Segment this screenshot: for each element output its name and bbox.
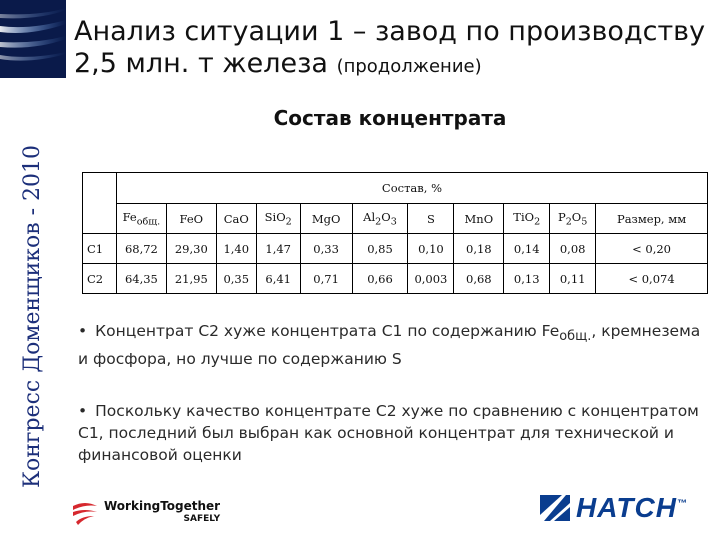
table-row <box>83 264 708 294</box>
table-corner-cell <box>83 173 117 234</box>
hatch-logo <box>540 492 688 524</box>
table-cell: 0,11 <box>550 264 596 294</box>
bullet-item <box>78 400 708 466</box>
table-cell: 0,35 <box>216 264 256 294</box>
table-cell: 21,95 <box>166 264 216 294</box>
table-cell: 29,30 <box>166 234 216 264</box>
table-cell: 0,003 <box>408 264 454 294</box>
wt-logo-line2: SAFELY <box>183 514 221 524</box>
table-cell: 68,72 <box>116 234 166 264</box>
col-header-s: S <box>408 204 454 234</box>
col-header-size: Размер, мм <box>596 204 708 234</box>
table-header-row <box>83 204 708 234</box>
table-cell: 1,40 <box>216 234 256 264</box>
light-streaks-icon <box>0 0 66 78</box>
table-cell: 1,47 <box>256 234 300 264</box>
table-cell: < 0,20 <box>596 234 708 264</box>
working-together-logo <box>70 496 220 530</box>
composition-table <box>82 172 708 294</box>
wt-logo-line1: WorkingTogether <box>104 499 221 513</box>
bullet-text-part: , кремнезема и фосфора, но лучше по содержанию S <box>78 322 701 369</box>
table-cell: 0,85 <box>352 234 408 264</box>
table-cell: 0,18 <box>454 234 504 264</box>
table-cell: 0,71 <box>300 264 352 294</box>
table-row <box>83 234 708 264</box>
table-cell: 0,13 <box>504 264 550 294</box>
table-cell: 0,08 <box>550 234 596 264</box>
table-cell: 64,35 <box>116 264 166 294</box>
table-cell: 0,33 <box>300 234 352 264</box>
col-header-al2o3: $Al_2O_3$ <box>352 204 408 234</box>
bullet-text: Поскольку качество концентрате С2 хуже по сравнению с концентратом С1, последний был выбран как основной концентрат для технической и финансовой оценки <box>78 402 699 464</box>
row-label: С1 <box>83 234 117 264</box>
table-group-header: Состав, % <box>116 173 707 204</box>
table-cell: 6,41 <box>256 264 300 294</box>
col-header-p2o5: $P_2O_5$ <box>550 204 596 234</box>
bullet-text-part: Концентрат С2 хуже концентрата С1 по содержанию Fe <box>95 322 560 340</box>
title-suffix: (продолжение) <box>336 56 482 77</box>
bullet-subscript: общ. <box>559 329 592 345</box>
corner-light-graphic <box>0 0 66 78</box>
table-header-row-group <box>83 173 708 204</box>
section-subtitle: Состав концентрата <box>273 106 507 130</box>
col-header-feo: FeO <box>166 204 216 234</box>
col-header-fe: $Fe_{общ.}$ <box>116 204 166 234</box>
table-cell: 0,68 <box>454 264 504 294</box>
table-cell: 0,66 <box>352 264 408 294</box>
page-title <box>74 16 714 83</box>
bullet-item <box>78 320 708 370</box>
col-header-cao: CaO <box>216 204 256 234</box>
conference-vertical-label: Конгресс Доменщиков - 2010 <box>20 144 45 488</box>
table-cell: 0,10 <box>408 234 454 264</box>
row-label: С2 <box>83 264 117 294</box>
bullet-dot-icon: • <box>78 322 88 340</box>
hatch-mark-icon <box>540 493 570 523</box>
swoosh-logo-icon <box>70 498 100 528</box>
col-header-mgo: MgO <box>300 204 352 234</box>
hatch-logo-text: HATCH™ <box>576 492 688 523</box>
table-cell: 0,14 <box>504 234 550 264</box>
title-main: Анализ ситуации 1 – завод по производству 2,5 млн. т железа <box>74 16 706 79</box>
col-header-sio2: SiO$_2$ <box>256 204 300 234</box>
col-header-mno: MnO <box>454 204 504 234</box>
table-cell: < 0,074 <box>596 264 708 294</box>
bullet-dot-icon: • <box>78 402 88 420</box>
col-header-tio2: TiO$_2$ <box>504 204 550 234</box>
